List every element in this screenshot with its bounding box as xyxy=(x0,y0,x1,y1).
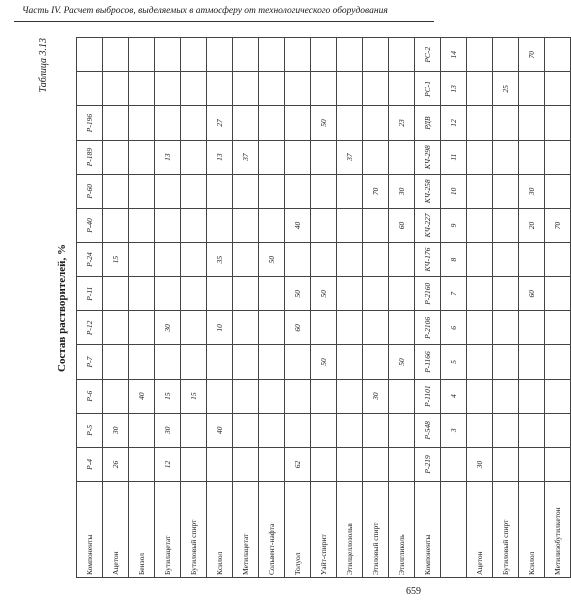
percentage-cell: 40 xyxy=(207,413,233,447)
percentage-cell xyxy=(285,379,311,413)
percentage-cell xyxy=(285,72,311,106)
percentage-cell xyxy=(155,72,181,106)
percentage-cell xyxy=(467,243,493,277)
percentage-cell: 60 xyxy=(285,311,311,345)
component-name: Уайт-спирит xyxy=(311,482,337,578)
percentage-cell xyxy=(493,174,519,208)
percentage-cell xyxy=(389,277,415,311)
percentage-cell xyxy=(233,379,259,413)
percentage-cell: 12 xyxy=(441,106,467,140)
percentage-cell xyxy=(259,379,285,413)
table-row xyxy=(389,38,415,578)
percentage-cell xyxy=(129,413,155,447)
column-header-code: Р-196 xyxy=(77,106,103,140)
rotated-table-content xyxy=(36,38,562,578)
page-number: 659 xyxy=(406,586,421,597)
component-name: Ксилол xyxy=(207,482,233,578)
percentage-cell: 25 xyxy=(493,72,519,106)
percentage-cell xyxy=(233,174,259,208)
percentage-cell: 50 xyxy=(259,243,285,277)
component-name: Ксилол xyxy=(519,482,545,578)
percentage-cell xyxy=(181,174,207,208)
percentage-cell xyxy=(129,277,155,311)
percentage-cell xyxy=(545,413,571,447)
percentage-cell: 70 xyxy=(363,174,389,208)
percentage-cell xyxy=(155,208,181,242)
percentage-cell xyxy=(207,38,233,72)
percentage-cell xyxy=(467,106,493,140)
percentage-cell: 10 xyxy=(207,311,233,345)
percentage-cell xyxy=(285,345,311,379)
component-name: Бутилацетат xyxy=(155,482,181,578)
percentage-cell xyxy=(337,174,363,208)
table-row xyxy=(233,38,259,578)
percentage-cell xyxy=(441,447,467,481)
percentage-cell xyxy=(311,243,337,277)
percentage-cell xyxy=(389,379,415,413)
percentage-cell: 40 xyxy=(285,208,311,242)
percentage-cell xyxy=(129,447,155,481)
percentage-cell xyxy=(519,243,545,277)
percentage-cell xyxy=(363,106,389,140)
percentage-cell xyxy=(233,208,259,242)
percentage-cell xyxy=(233,38,259,72)
percentage-cell: 50 xyxy=(311,277,337,311)
percentage-cell xyxy=(207,345,233,379)
table-row xyxy=(493,38,519,578)
percentage-cell xyxy=(363,277,389,311)
percentage-cell xyxy=(337,208,363,242)
column-header-components: Компоненты xyxy=(77,482,103,578)
percentage-cell xyxy=(207,277,233,311)
percentage-cell: 13 xyxy=(155,140,181,174)
percentage-cell: 30 xyxy=(155,413,181,447)
percentage-cell xyxy=(103,140,129,174)
percentage-cell xyxy=(103,38,129,72)
percentage-cell xyxy=(311,311,337,345)
percentage-cell xyxy=(103,208,129,242)
percentage-cell xyxy=(493,413,519,447)
percentage-cell xyxy=(129,140,155,174)
percentage-cell: 30 xyxy=(103,413,129,447)
percentage-cell xyxy=(311,140,337,174)
percentage-cell xyxy=(129,106,155,140)
percentage-cell xyxy=(103,277,129,311)
percentage-cell xyxy=(259,345,285,379)
percentage-cell xyxy=(311,208,337,242)
solvent-composition-table xyxy=(76,37,571,578)
percentage-cell: 70 xyxy=(519,38,545,72)
percentage-cell: 4 xyxy=(441,379,467,413)
percentage-cell xyxy=(233,106,259,140)
percentage-cell xyxy=(363,140,389,174)
percentage-cell: 30 xyxy=(519,174,545,208)
percentage-cell xyxy=(363,243,389,277)
percentage-cell xyxy=(103,379,129,413)
percentage-cell xyxy=(467,277,493,311)
table-header-row xyxy=(77,38,103,578)
percentage-cell xyxy=(233,447,259,481)
percentage-cell xyxy=(311,72,337,106)
percentage-cell xyxy=(129,208,155,242)
component-name: Толуол xyxy=(285,482,311,578)
percentage-cell: 30 xyxy=(467,447,493,481)
percentage-cell xyxy=(103,72,129,106)
percentage-cell: 50 xyxy=(311,106,337,140)
column-header-code xyxy=(77,38,103,72)
percentage-cell xyxy=(519,413,545,447)
percentage-cell xyxy=(233,311,259,345)
column-header-code: Р-11 xyxy=(77,277,103,311)
table-row xyxy=(337,38,363,578)
percentage-cell xyxy=(259,208,285,242)
percentage-cell: 3 xyxy=(441,413,467,447)
percentage-cell xyxy=(129,243,155,277)
percentage-cell: 60 xyxy=(519,277,545,311)
percentage-cell xyxy=(207,447,233,481)
percentage-cell xyxy=(519,379,545,413)
percentage-cell xyxy=(519,345,545,379)
table-number-label: Таблица 3.13 xyxy=(38,38,49,93)
percentage-cell: 15 xyxy=(181,379,207,413)
percentage-cell xyxy=(181,243,207,277)
percentage-cell: 6 xyxy=(441,311,467,345)
column-header-code: Р-548 xyxy=(415,413,441,447)
percentage-cell xyxy=(259,106,285,140)
percentage-cell xyxy=(181,38,207,72)
percentage-cell xyxy=(259,447,285,481)
percentage-cell xyxy=(467,311,493,345)
percentage-cell: 40 xyxy=(129,379,155,413)
percentage-cell: 7 xyxy=(441,277,467,311)
percentage-cell xyxy=(285,413,311,447)
percentage-cell xyxy=(467,413,493,447)
percentage-cell xyxy=(545,345,571,379)
percentage-cell xyxy=(493,345,519,379)
table-row xyxy=(545,38,571,578)
component-name: Ацетон xyxy=(103,482,129,578)
percentage-cell xyxy=(519,140,545,174)
component-name: Ацетон xyxy=(467,482,493,578)
column-header-code: РС-1 xyxy=(415,72,441,106)
component-name: Этиловый спирт xyxy=(363,482,389,578)
table-row xyxy=(259,38,285,578)
percentage-cell xyxy=(129,174,155,208)
component-name: Метилизобутилкетон xyxy=(545,482,571,578)
percentage-cell: 62 xyxy=(285,447,311,481)
percentage-cell xyxy=(259,72,285,106)
component-name: Бутиловый спирт xyxy=(493,482,519,578)
percentage-cell xyxy=(129,72,155,106)
percentage-cell xyxy=(545,277,571,311)
column-header-code: КЧ-298 xyxy=(415,140,441,174)
percentage-cell xyxy=(259,311,285,345)
column-header-code: Р-60 xyxy=(77,174,103,208)
percentage-cell xyxy=(493,311,519,345)
percentage-cell xyxy=(155,106,181,140)
percentage-cell: 15 xyxy=(155,379,181,413)
table-row xyxy=(441,38,467,578)
percentage-cell xyxy=(493,106,519,140)
percentage-cell xyxy=(519,311,545,345)
percentage-cell xyxy=(493,208,519,242)
percentage-cell xyxy=(467,140,493,174)
percentage-cell xyxy=(207,379,233,413)
table-row xyxy=(155,38,181,578)
percentage-cell xyxy=(337,345,363,379)
percentage-cell xyxy=(259,174,285,208)
percentage-cell xyxy=(337,447,363,481)
column-header-code: Р-4 xyxy=(77,447,103,481)
percentage-cell xyxy=(337,72,363,106)
percentage-cell xyxy=(285,140,311,174)
column-header-code: Р-2106 xyxy=(415,311,441,345)
percentage-cell xyxy=(337,106,363,140)
percentage-cell xyxy=(389,38,415,72)
percentage-cell: 8 xyxy=(441,243,467,277)
percentage-cell: 37 xyxy=(337,140,363,174)
component-name: Этилгликоль xyxy=(389,482,415,578)
percentage-cell xyxy=(311,38,337,72)
percentage-cell: 27 xyxy=(207,106,233,140)
percentage-cell xyxy=(103,311,129,345)
column-header-code: Р-6 xyxy=(77,379,103,413)
table-header-row xyxy=(415,38,441,578)
percentage-cell xyxy=(467,379,493,413)
table-row xyxy=(129,38,155,578)
percentage-cell xyxy=(467,38,493,72)
percentage-cell xyxy=(545,379,571,413)
column-header-code: Р-189 xyxy=(77,140,103,174)
column-header-code: Р-24 xyxy=(77,243,103,277)
percentage-cell xyxy=(103,345,129,379)
percentage-cell xyxy=(233,413,259,447)
percentage-cell xyxy=(493,140,519,174)
percentage-cell xyxy=(363,311,389,345)
percentage-cell: 30 xyxy=(389,174,415,208)
percentage-cell xyxy=(337,379,363,413)
percentage-cell xyxy=(181,345,207,379)
percentage-cell xyxy=(467,208,493,242)
percentage-cell xyxy=(207,208,233,242)
column-header-code: Р-12 xyxy=(77,311,103,345)
percentage-cell xyxy=(493,447,519,481)
percentage-cell xyxy=(285,106,311,140)
percentage-cell xyxy=(545,38,571,72)
percentage-cell xyxy=(389,311,415,345)
percentage-cell xyxy=(519,447,545,481)
component-name: Сольвент-нафта xyxy=(259,482,285,578)
percentage-cell: 60 xyxy=(389,208,415,242)
percentage-cell xyxy=(285,38,311,72)
percentage-cell xyxy=(337,243,363,277)
percentage-cell xyxy=(467,345,493,379)
percentage-cell xyxy=(259,277,285,311)
percentage-cell: 37 xyxy=(233,140,259,174)
percentage-cell xyxy=(389,447,415,481)
component-name xyxy=(441,482,467,578)
percentage-cell xyxy=(389,413,415,447)
column-header-code: Р-7 xyxy=(77,345,103,379)
percentage-cell xyxy=(493,38,519,72)
percentage-cell: 12 xyxy=(155,447,181,481)
percentage-cell xyxy=(129,38,155,72)
table-row xyxy=(103,38,129,578)
percentage-cell xyxy=(181,208,207,242)
percentage-cell xyxy=(337,38,363,72)
percentage-cell xyxy=(545,243,571,277)
percentage-cell xyxy=(493,379,519,413)
percentage-cell xyxy=(519,106,545,140)
percentage-cell xyxy=(311,447,337,481)
table-row xyxy=(363,38,389,578)
percentage-cell xyxy=(389,72,415,106)
percentage-cell xyxy=(181,140,207,174)
percentage-cell xyxy=(129,345,155,379)
column-header-components: Компоненты xyxy=(415,482,441,578)
percentage-cell: 10 xyxy=(441,174,467,208)
percentage-cell xyxy=(389,243,415,277)
percentage-cell xyxy=(311,413,337,447)
percentage-cell xyxy=(545,311,571,345)
percentage-cell xyxy=(155,277,181,311)
percentage-cell xyxy=(181,447,207,481)
header-rule xyxy=(14,21,434,22)
percentage-cell xyxy=(233,277,259,311)
percentage-cell xyxy=(181,72,207,106)
percentage-cell xyxy=(311,379,337,413)
percentage-cell xyxy=(493,243,519,277)
percentage-cell xyxy=(285,174,311,208)
percentage-cell xyxy=(233,243,259,277)
percentage-cell xyxy=(155,174,181,208)
percentage-cell xyxy=(155,345,181,379)
column-header-code: Р-40 xyxy=(77,208,103,242)
column-header-code: КЧ-176 xyxy=(415,243,441,277)
percentage-cell xyxy=(181,311,207,345)
component-name: Этилцеллозольв xyxy=(337,482,363,578)
percentage-cell xyxy=(545,72,571,106)
percentage-cell xyxy=(363,38,389,72)
percentage-cell: 14 xyxy=(441,38,467,72)
percentage-cell xyxy=(363,413,389,447)
component-name: Метилацетат xyxy=(233,482,259,578)
column-header-code: Р-2160 xyxy=(415,277,441,311)
percentage-cell: 13 xyxy=(207,140,233,174)
column-header-code: КЧ-227 xyxy=(415,208,441,242)
percentage-cell xyxy=(259,140,285,174)
percentage-cell: 50 xyxy=(389,345,415,379)
percentage-cell xyxy=(545,140,571,174)
column-header-code: Р-219 xyxy=(415,447,441,481)
component-name: Бутиловый спирт xyxy=(181,482,207,578)
percentage-cell: 26 xyxy=(103,447,129,481)
percentage-cell xyxy=(259,38,285,72)
percentage-cell xyxy=(181,413,207,447)
percentage-cell xyxy=(467,72,493,106)
table-row xyxy=(311,38,337,578)
table-row xyxy=(285,38,311,578)
percentage-cell xyxy=(207,174,233,208)
rotated-table-area xyxy=(36,38,562,578)
percentage-cell xyxy=(493,277,519,311)
percentage-cell: 30 xyxy=(363,379,389,413)
percentage-cell xyxy=(129,311,155,345)
percentage-cell xyxy=(285,243,311,277)
percentage-cell xyxy=(363,447,389,481)
percentage-cell: 15 xyxy=(103,243,129,277)
column-header-code xyxy=(77,72,103,106)
percentage-cell: 35 xyxy=(207,243,233,277)
running-header-text: Часть IV. Расчет выбросов, выделяемых в атмосферу от технологического оборудования xyxy=(22,6,388,16)
table-row xyxy=(181,38,207,578)
percentage-cell xyxy=(103,174,129,208)
percentage-cell xyxy=(233,345,259,379)
percentage-cell xyxy=(389,140,415,174)
percentage-cell: 20 xyxy=(519,208,545,242)
percentage-cell: 30 xyxy=(155,311,181,345)
percentage-cell xyxy=(337,413,363,447)
percentage-cell xyxy=(233,72,259,106)
percentage-cell: 5 xyxy=(441,345,467,379)
column-header-code: Р-5 xyxy=(77,413,103,447)
table-row xyxy=(207,38,233,578)
percentage-cell xyxy=(363,72,389,106)
percentage-cell xyxy=(337,311,363,345)
percentage-cell xyxy=(181,277,207,311)
component-name: Бензол xyxy=(129,482,155,578)
percentage-cell xyxy=(311,174,337,208)
percentage-cell: 9 xyxy=(441,208,467,242)
percentage-cell xyxy=(545,106,571,140)
percentage-cell: 70 xyxy=(545,208,571,242)
percentage-cell xyxy=(545,447,571,481)
percentage-cell xyxy=(207,72,233,106)
percentage-cell xyxy=(363,208,389,242)
percentage-cell xyxy=(337,277,363,311)
percentage-cell: 13 xyxy=(441,72,467,106)
percentage-cell xyxy=(467,174,493,208)
percentage-cell: 50 xyxy=(285,277,311,311)
table-row xyxy=(519,38,545,578)
percentage-cell xyxy=(545,174,571,208)
column-header-code: КЧ-258 xyxy=(415,174,441,208)
table-row xyxy=(467,38,493,578)
column-header-code: РДВ xyxy=(415,106,441,140)
column-header-code: РС-2 xyxy=(415,38,441,72)
column-header-code: Р-1101 xyxy=(415,379,441,413)
percentage-cell xyxy=(155,38,181,72)
percentage-cell xyxy=(259,413,285,447)
percentage-cell xyxy=(519,72,545,106)
percentage-cell xyxy=(363,345,389,379)
percentage-cell: 23 xyxy=(389,106,415,140)
percentage-cell xyxy=(181,106,207,140)
table-title: Состав растворителей, % xyxy=(56,244,68,372)
percentage-cell xyxy=(103,106,129,140)
percentage-cell: 11 xyxy=(441,140,467,174)
column-header-code: Р-1166 xyxy=(415,345,441,379)
percentage-cell: 50 xyxy=(311,345,337,379)
percentage-cell xyxy=(155,243,181,277)
